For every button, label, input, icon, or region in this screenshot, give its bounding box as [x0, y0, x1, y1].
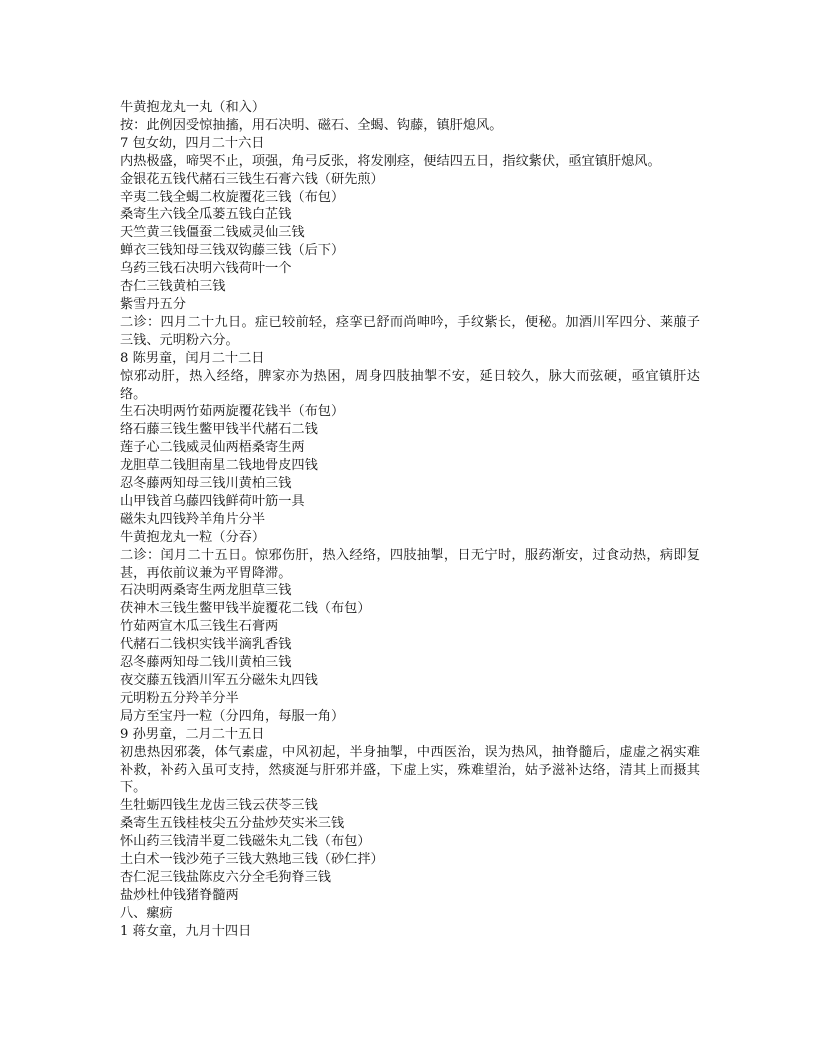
section-heading: 八、瘰疬 [120, 905, 173, 921]
prescription-line: 龙胆草二钱胆南星二钱地骨皮四钱 [120, 458, 318, 474]
prescription-line: 盐炒杜仲钱猪脊髓两 [120, 887, 239, 903]
prescription-line: 代赭石二钱枳实钱半滴乳香钱 [120, 637, 292, 653]
prescription-line: 生牡蛎四钱生龙齿三钱云茯苓三钱 [120, 798, 318, 814]
prescription-line: 金银花五钱代赭石三钱生石膏六钱（研先煎） [120, 171, 384, 187]
prescription-line: 磁朱丸四钱羚羊角片分半 [120, 511, 266, 527]
text-paragraph: 惊邪动肝，热入经络，脾家亦为热困，周身四肢抽掣不安，延日较久，脉大而弦硬，亟宜镇肝达络。 [120, 368, 700, 402]
prescription-line: 紫雪丹五分 [120, 296, 186, 312]
text-paragraph: 二诊：闰月二十五日。惊邪伤肝，热入经络，四肢抽掣，日无宁时，服药渐安，过食动热，病即复甚，再依前议兼为平胃降滞。 [120, 547, 700, 581]
case-heading: 7 包女幼，四月二十六日 [120, 135, 265, 151]
prescription-line: 天竺黄三钱僵蚕二钱威灵仙三钱 [120, 225, 305, 241]
text-paragraph: 二诊：四月二十九日。症已较前轻，痉挛已舒而尚呻吟，手纹紫长，便秘。加酒川军四分、莱菔子三钱、元明粉六分。 [120, 314, 700, 348]
case-heading: 1 蒋女童，九月十四日 [120, 923, 252, 939]
prescription-line: 土白术一钱沙苑子三钱大熟地三钱（砂仁拌） [120, 852, 384, 868]
text-line: 牛黄抱龙丸一丸（和入） [120, 100, 266, 115]
prescription-line: 莲子心二钱威灵仙两梧桑寄生两 [120, 440, 305, 456]
prescription-line: 山甲钱首乌藤四钱鲜荷叶筋一具 [120, 493, 305, 509]
prescription-line: 元明粉五分羚羊分半 [120, 690, 239, 706]
prescription-line: 忍冬藤两知母三钱川黄柏三钱 [120, 476, 292, 492]
prescription-line: 石决明两桑寄生两龙胆草三钱 [120, 583, 292, 599]
text-line: 按：此例因受惊抽搐，用石决明、磁石、全蝎、钩藤，镇肝熄风。 [120, 117, 503, 133]
document-page [120, 99, 700, 941]
prescription-line: 络石藤三钱生鳖甲钱半代赭石二钱 [120, 422, 318, 438]
text-line: 内热极盛，啼哭不止，项强，角弓反张，将发刚痉，便结四五日，指纹紫伏，亟宜镇肝熄风。 [120, 153, 661, 169]
prescription-line: 茯神木三钱生鳖甲钱半旋覆花二钱（布包） [120, 601, 371, 617]
prescription-line: 牛黄抱龙丸一粒（分吞） [120, 529, 266, 545]
prescription-line: 杏仁泥三钱盐陈皮六分全毛狗脊三钱 [120, 869, 331, 885]
case-heading: 9 孙男童，二月二十五日 [120, 726, 265, 742]
prescription-line: 蝉衣三钱知母三钱双钩藤三钱（后下） [120, 243, 345, 259]
prescription-line: 忍冬藤两知母二钱川黄柏三钱 [120, 655, 292, 671]
prescription-line: 乌药三钱石决明六钱荷叶一个 [120, 261, 292, 277]
prescription-line: 桑寄生六钱全瓜蒌五钱白芷钱 [120, 207, 292, 223]
prescription-line: 生石决明两竹茹两旋覆花钱半（布包） [120, 404, 345, 420]
prescription-line: 怀山药三钱清半夏二钱磁朱丸二钱（布包） [120, 834, 371, 850]
text-paragraph: 初患热因邪袭，体气素虚，中风初起，半身抽掣，中西医治，误为热风，抽脊髓后，虚虚之祸实难补救，补药入虽可支持，然痰涎与肝邪并盛，下虚上实，殊难望治，姑予滋补达络，清其上而摄其下。 [120, 744, 700, 796]
prescription-line: 桑寄生五钱桂枝尖五分盐炒芡实米三钱 [120, 816, 345, 832]
prescription-line: 杏仁三钱黄柏三钱 [120, 279, 226, 295]
prescription-line: 局方至宝丹一粒（分四角，每服一角） [120, 708, 345, 724]
prescription-line: 竹茹两宣木瓜三钱生石膏两 [120, 619, 279, 635]
case-heading: 8 陈男童，闰月二十二日 [120, 350, 265, 366]
prescription-line: 辛夷二钱全蝎二枚旋覆花三钱（布包） [120, 189, 345, 205]
prescription-line: 夜交藤五钱酒川军五分磁朱丸四钱 [120, 673, 318, 688]
